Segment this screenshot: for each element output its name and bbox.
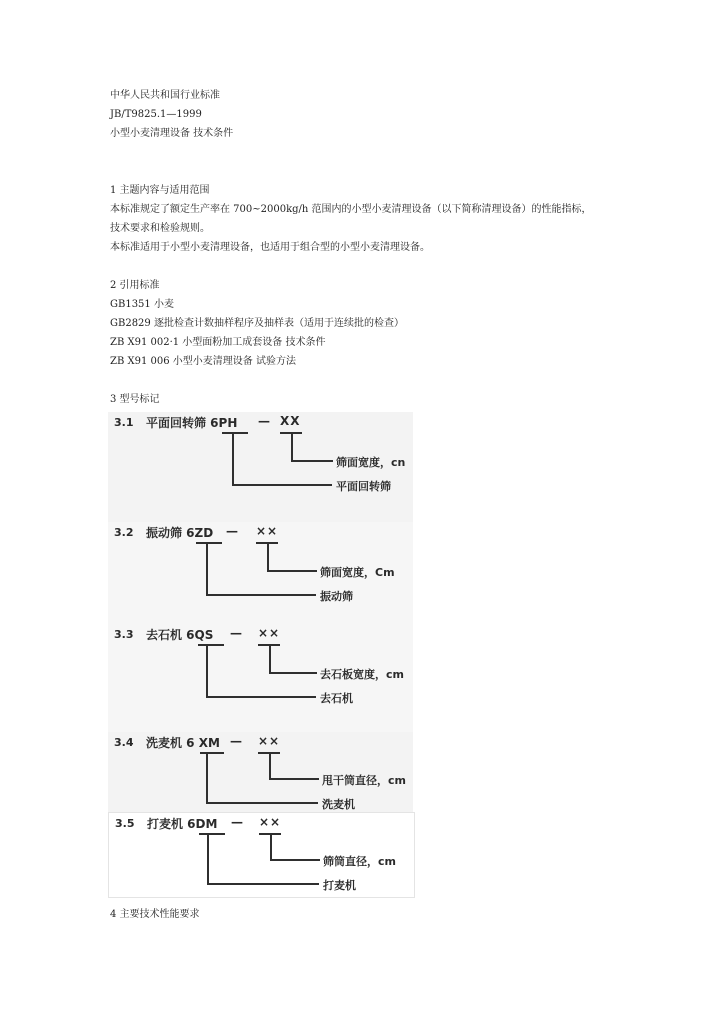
model-name-code: 平面回转筛 6PH [146,416,238,430]
standard-number: JB/T9825.1—1999 [110,109,202,120]
model-dash: — [231,815,243,829]
reference-item: GB2829 逐批检查计数抽样程序及抽样表（适用于连续批的检查） [110,318,404,329]
model-number: 3.3 [114,628,134,641]
leader-line [269,672,317,674]
leader-line [269,778,319,780]
leader-line [269,754,271,780]
model-placeholder: ×× [256,524,279,538]
section-1-paragraph-1a: 本标准规定了额定生产率在 700~2000kg/h 范围内的小型小麦清理设备（以下简称清理设备）的性能指标， [110,204,592,215]
leader-line [207,835,209,885]
leader-line [206,754,208,804]
annotation-equipment: 洗麦机 [322,798,355,811]
annotation-dimension: 筛面宽度，Cm [320,566,395,579]
annotation-dimension: 甩干筒直径，cm [322,774,406,787]
annotation-dimension: 筛筒直径，cm [323,855,396,868]
leader-line [206,802,318,804]
annotation-dimension: 筛面宽度，cn [336,456,406,469]
code-underline [198,644,224,646]
section-4-heading: 4 主要技术性能要求 [110,909,200,920]
model-diagram-3-3 [108,624,413,736]
section-1-paragraph-1b: 技术要求和检验规则。 [110,223,210,234]
model-number: 3.1 [114,416,134,429]
model-name-code: 振动筛 6ZD [146,526,214,540]
leader-line [270,835,272,861]
model-diagram-3-2 [108,522,413,634]
model-diagram-3-1 [108,412,413,524]
leader-line [206,646,208,698]
section-3-heading: 3 型号标记 [110,394,160,405]
leader-line [207,883,319,885]
reference-item: ZB X91 006 小型小麦清理设备 试验方法 [110,356,296,367]
annotation-equipment: 去石机 [320,692,353,705]
model-number: 3.2 [114,526,134,539]
model-diagram-3-5 [108,812,415,898]
model-diagram-3-4 [108,732,413,818]
standard-category: 中华人民共和国行业标准 [110,90,220,101]
model-dash: — [258,414,270,428]
code-underline [200,752,224,754]
leader-line [291,460,333,462]
model-placeholder: ×× [258,734,281,748]
model-placeholder: ×× [258,626,281,640]
annotation-dimension: 去石板宽度，cm [320,668,404,681]
model-number: 3.5 [115,817,135,830]
reference-item: ZB X91 002·1 小型面粉加工成套设备 技术条件 [110,337,326,348]
leader-line [206,594,316,596]
leader-line [206,696,316,698]
model-placeholder: ×× [259,815,282,829]
leader-line [267,544,269,572]
model-number: 3.4 [114,736,134,749]
leader-line [232,434,234,486]
leader-line [270,859,320,861]
standard-title: 小型小麦清理设备 技术条件 [110,128,234,139]
model-dash: — [230,626,242,640]
model-name-code: 去石机 6QS [146,628,214,642]
annotation-equipment: 振动筛 [320,590,353,603]
reference-item: GB1351 小麦 [110,299,174,310]
model-placeholder: XX [280,414,301,428]
model-dash: — [226,524,238,538]
code-underline [199,833,225,835]
code-underline [222,432,248,434]
leader-line [206,544,208,596]
model-dash: — [230,734,242,748]
annotation-equipment: 打麦机 [323,879,356,892]
annotation-equipment: 平面回转筛 [336,480,391,493]
model-name-code: 洗麦机 6 XM [146,736,220,750]
leader-line [267,570,317,572]
section-1-heading: 1 主题内容与适用范围 [110,185,210,196]
code-underline [196,542,222,544]
leader-line [291,434,293,462]
leader-line [269,646,271,674]
section-1-paragraph-2: 本标准适用于小型小麦清理设备，也适用于组合型的小型小麦清理设备。 [110,242,430,253]
section-2-heading: 2 引用标准 [110,280,160,291]
model-name-code: 打麦机 6DM [147,817,218,831]
leader-line [232,484,332,486]
